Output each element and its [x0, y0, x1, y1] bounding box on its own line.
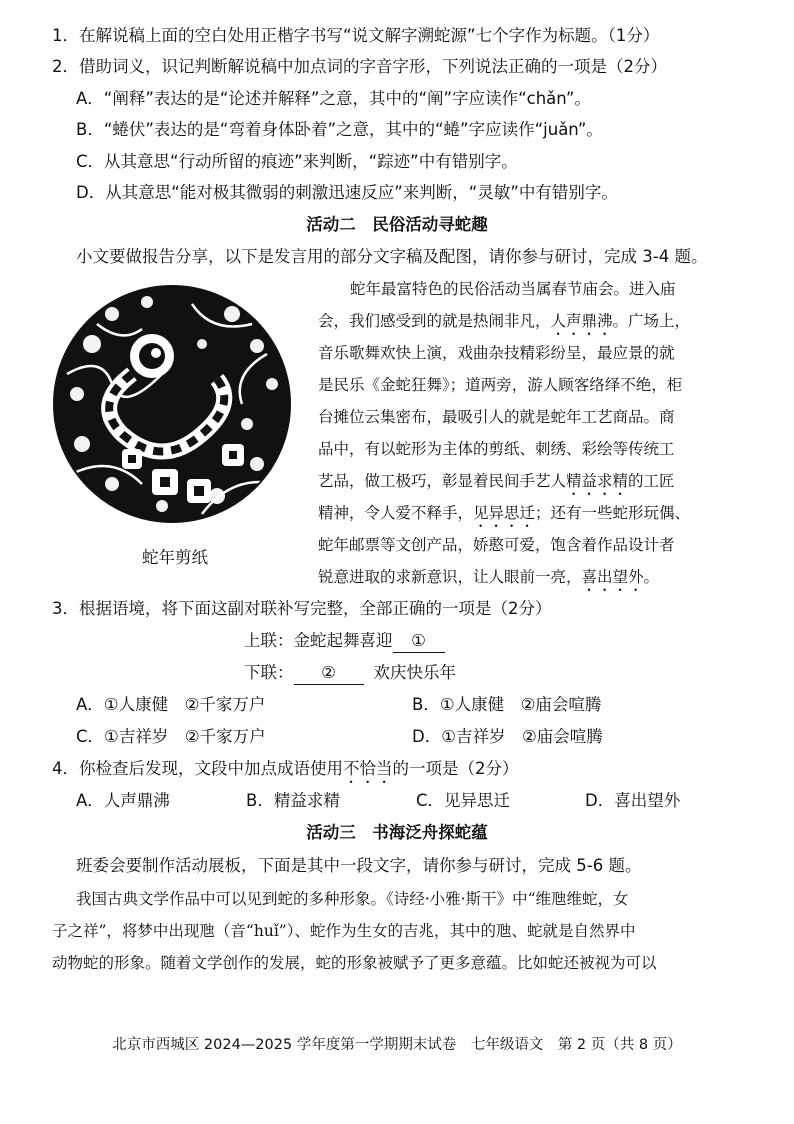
question-2	[52, 56, 667, 78]
option-c: C．①吉祥岁 ②千家万户	[76, 727, 266, 746]
passage-line: 台摊位云集密布，最吸引人的就是蛇年工艺商品。商	[318, 408, 675, 426]
passage-line: 品中，有以蛇形为主体的剪纸、刺绣、彩绘等传统工	[318, 440, 675, 458]
question-text: 根据语境，将下面这副对联补写完整，全部正确的一项是（2分）	[79, 599, 552, 618]
answer-blank: ①	[393, 630, 445, 653]
passage-text: 。广场上，	[612, 312, 691, 330]
question-4	[52, 758, 519, 787]
passage-text: 艺品，做工极巧，彰显着民间手艺人	[318, 472, 567, 490]
passage-line	[318, 310, 690, 339]
option-b: B．“蜷伏”表达的是“弯着身体卧着”之意，其中的“蜷”字应读作“juǎn”。	[76, 120, 603, 139]
passage-text: 锐意进取的求新意识，让人眼前一亮，	[318, 568, 582, 586]
question-number: 2．	[52, 57, 79, 76]
question-3	[52, 598, 552, 620]
question-number: 4．	[52, 759, 79, 778]
passage-text: 会，我们感受到的就是热闹非凡，	[318, 312, 551, 330]
couplet-tail: 欢庆快乐年	[373, 663, 456, 682]
couplet-label: 上联：金蛇起舞喜迎	[244, 631, 393, 650]
question-text: 借助词义，识记判断解说稿中加点词的字音字形，下列说法正确的一项是（2分）	[79, 57, 667, 76]
passage-line: 我国古典文学作品中可以见到蛇的多种形象。《诗经·小雅·斯干》中“维虺维蛇，女	[76, 890, 629, 908]
question-number: 3．	[52, 599, 79, 618]
question-text: 在解说稿上面的空白处用正楷字书写“说文解字溯蛇源”七个字作为标题。（1分）	[79, 26, 660, 45]
dotted-idiom: 见异思迁	[473, 504, 536, 522]
option-c: C．见异思迁	[416, 791, 511, 810]
option-b: B．精益求精	[246, 791, 340, 810]
section-intro: 小文要做报告分享，以下是发言用的部分文字稿及配图，请你参与研讨，完成 3-4 题。	[76, 247, 708, 266]
passage-line: 音乐歌舞欢快上演，戏曲杂技精彩纷呈，最应景的就	[318, 344, 675, 362]
question-text: 的一项是（2分）	[392, 759, 519, 778]
passage-line: 蛇年邮票等文创产品，娇憨可爱，饱含着作品设计者	[318, 536, 675, 554]
passage-line: 动物蛇的形象。随着文学创作的发展，蛇的形象被赋予了更多意蕴。比如蛇还被视为可以	[52, 954, 657, 972]
question-number: 1．	[52, 26, 79, 45]
passage-line	[318, 470, 675, 499]
couplet-lower	[244, 662, 456, 685]
section-heading: 活动三 书海泛舟探蛇蕴	[306, 823, 488, 842]
couplet-upper	[244, 630, 445, 653]
paper-cut-snake-image	[52, 284, 292, 524]
image-caption: 蛇年剪纸	[142, 548, 208, 567]
question-text: 你检查后发现，文段中加点成语使用	[79, 759, 343, 778]
option-d: D．①吉祥岁 ②庙会喧腾	[412, 727, 603, 746]
question-1	[52, 25, 659, 47]
option-a: A．“阐释”表达的是“论述并解释”之意，其中的“阐”字应读作“chǎn”。	[76, 89, 591, 108]
passage-line: 子之祥”，将梦中出现虺（音“huǐ”）、蛇作为生女的吉兆，其中的虺、蛇就是自然界中	[52, 922, 636, 940]
option-a: A．人声鼎沸	[76, 791, 170, 810]
option-a: A．①人康健 ②千家万户	[76, 695, 266, 714]
dotted-idiom: 精益求精	[566, 472, 629, 490]
passage-text: 。	[643, 568, 660, 586]
passage-line: 是民乐《金蛇狂舞》；道两旁，游人顾客络绎不绝，柜	[318, 376, 683, 394]
couplet-label: 下联：	[244, 663, 294, 682]
option-d: D．从其意思“能对极其微弱的刺激迅速反应”来判断，“灵敏”中有错别字。	[76, 183, 618, 202]
dotted-word: 不恰当	[343, 759, 393, 778]
section-intro: 班委会要制作活动展板，下面是其中一段文字，请你参与研讨，完成 5-6 题。	[76, 856, 642, 875]
dotted-idiom: 喜出望外	[581, 568, 644, 586]
section-heading: 活动二 民俗活动寻蛇趣	[306, 215, 488, 234]
option-b: B．①人康健 ②庙会喧腾	[412, 695, 602, 714]
passage-text: ；还有一些蛇形玩偶、	[535, 504, 691, 522]
answer-blank: ②	[294, 662, 364, 685]
dotted-idiom: 人声鼎沸	[550, 312, 613, 330]
passage-line: 蛇年最富特色的民俗活动当属春节庙会。进入庙	[350, 280, 676, 298]
option-d: D．喜出望外	[585, 791, 681, 810]
passage-text: 精神，令人爱不释手，	[318, 504, 474, 522]
passage-line	[318, 566, 659, 595]
option-c: C．从其意思“行动所留的痕迹”来判断，“踪迹”中有错别字。	[76, 152, 518, 171]
page-footer: 北京市西城区 2024—2025 学年度第一学期期末试卷 七年级语文 第 2 页（共 8 页）	[112, 1037, 682, 1053]
passage-text: 的工匠	[628, 472, 675, 490]
passage-line	[318, 502, 690, 531]
